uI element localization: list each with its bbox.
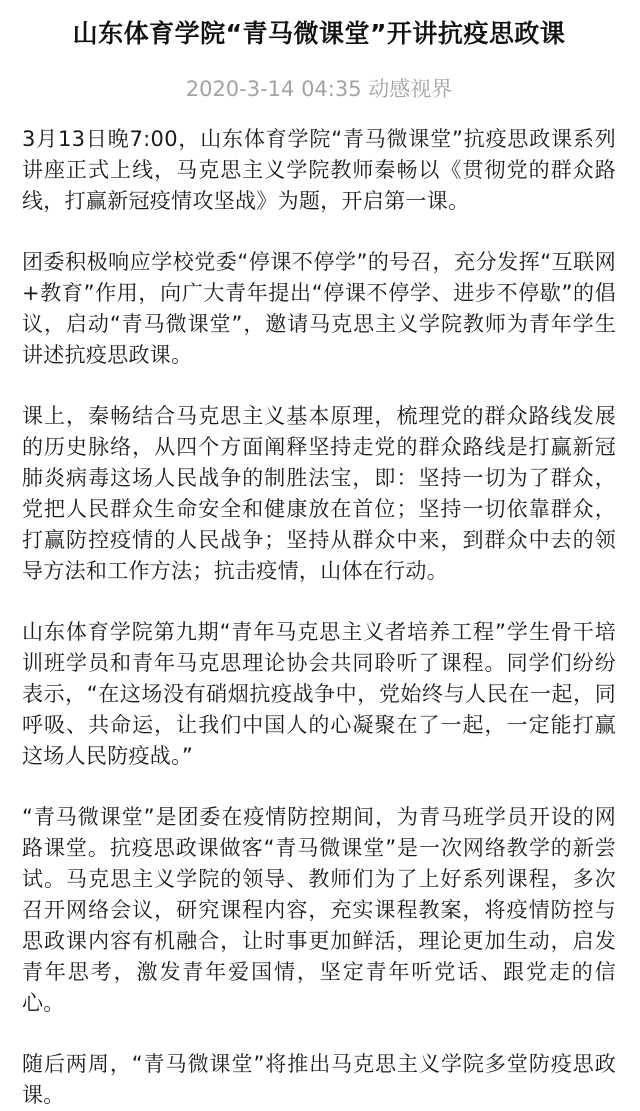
source-name: 动感视界 <box>368 77 453 101</box>
article-meta <box>22 74 616 104</box>
paragraph-1: 3月13日晚7:00，山东体育学院“青马微课堂”抗疫思政课系列讲座正式上线，马克思主义学院教师秦畅以《贯彻党的群众路线，打赢新冠疫情攻坚战》为题，开启第一课。 <box>22 127 616 213</box>
article-body <box>22 124 616 1111</box>
paragraph-4: 山东体育学院第九期“青年马克思主义者培养工程”学生骨干培训班学员和青年马克思理论协会共同聆听了课程。同学们纷纷表示，“在这场没有硝烟抗疫战争中，党始终与人民在一起，同呼吸、共命运，让我们中国人的心凝聚在了一起，一定能打赢这场人民防疫战。” <box>22 620 616 768</box>
paragraph-5: “青马微课堂”是团委在疫情防控期间，为青马班学员开设的网路课堂。抗疫思政课做客“青马微课堂”是一次网络教学的新尝试。马克思主义学院的领导、教师们为了上好系列课程，多次召开网络会议，研究课程内容，充实课程教案，将疫情防控与思政课内容有机融合，让时事更加鲜活，理论更加生动，启发青年思考，激发青年爱国情，坚定青年听党话、跟党走的信心。 <box>22 805 616 1015</box>
publish-datetime: 2020-3-14 04:35 <box>185 77 362 101</box>
paragraph-6: 随后两周，“青马微课堂”将推出马克思主义学院多堂防疫思政课。 <box>22 1052 616 1107</box>
paragraph-2: 团委积极响应学校党委“停课不停学”的号召，充分发挥“互联网+教育”作用，向广大青年提出“停课不停学、进步不停歇”的倡议，启动“青马微课堂”，邀请马克思主义学院教师为青年学生讲述抗疫思政课。 <box>22 250 616 367</box>
article-title: 山东体育学院“青马微课堂”开讲抗疫思政课 <box>72 19 566 48</box>
paragraph-3: 课上，秦畅结合马克思主义基本原理，梳理党的群众路线发展的历史脉络，从四个方面阐释坚持走党的群众路线是打赢新冠肺炎病毒这场人民战争的制胜法宝，即：坚持一切为了群众，党把人民群众生命安全和健康放在首位；坚持一切依靠群众，打赢防控疫情的人民战争；坚持从群众中来，到群众中去的领导方法和工作方法；抗击疫情，山体在行动。 <box>22 404 616 583</box>
